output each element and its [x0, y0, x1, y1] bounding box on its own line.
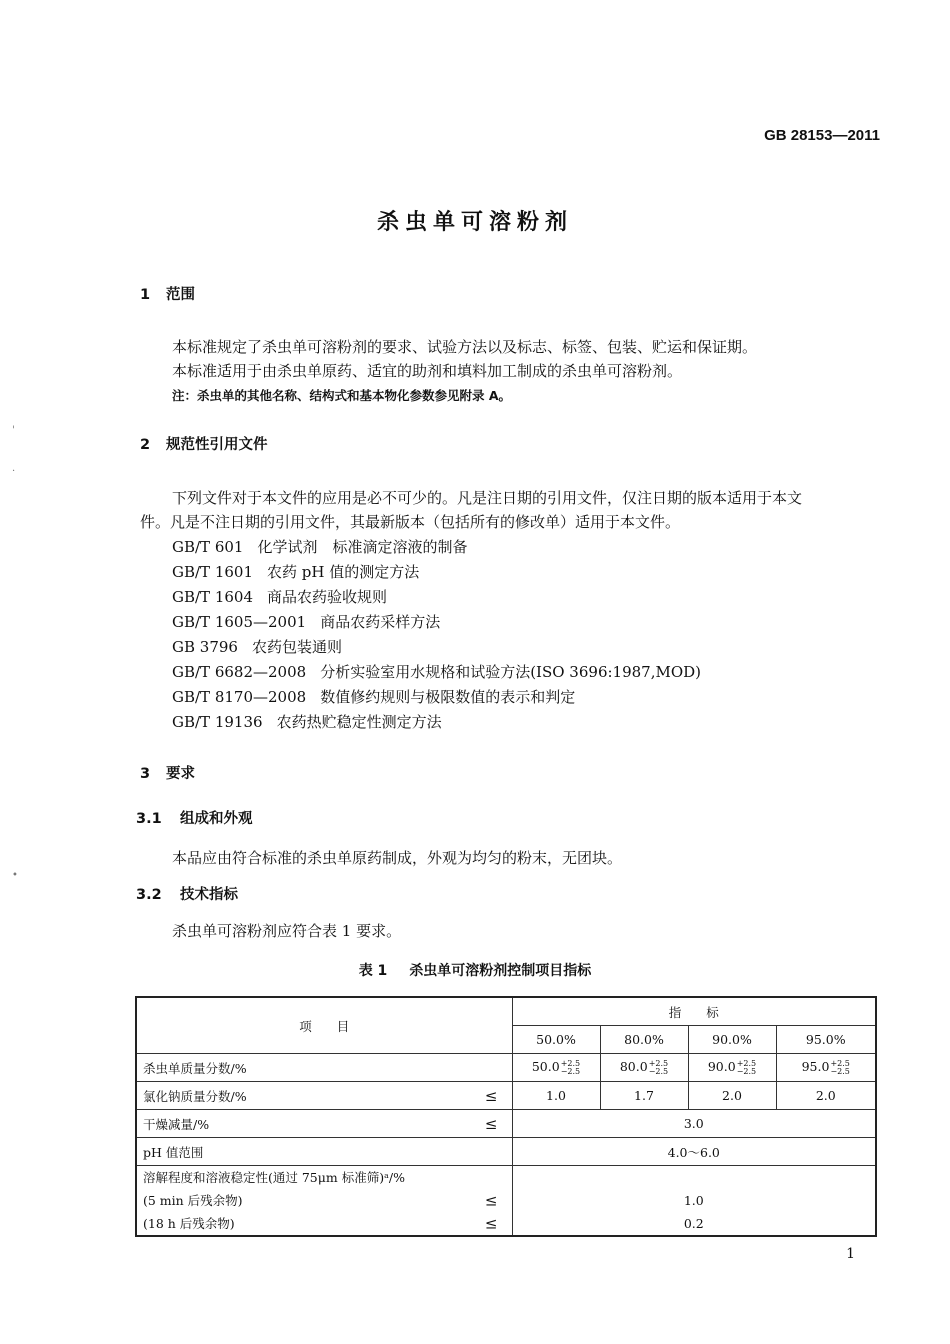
reference-name: 农药热贮稳定性测定方法 [276, 713, 442, 731]
header-index-cell: 指 标 [512, 997, 876, 1026]
section-1-heading [140, 283, 195, 304]
value-cell: 2.0 [776, 1082, 876, 1110]
value: 1.0 [683, 1193, 704, 1208]
value-cell [512, 1054, 600, 1082]
spec-table [135, 996, 877, 1237]
grade-cell: 90.0% [688, 1026, 776, 1054]
table-caption-number: 表 1 [358, 963, 388, 979]
reference-item [172, 661, 701, 682]
header-item-cell: 项 目 [136, 997, 512, 1054]
page-number: 1 [846, 1246, 855, 1262]
row-label-cell [136, 1166, 512, 1237]
table-row [136, 1166, 876, 1237]
row-label: 溶解程度和溶液稳定性(通过 75μm 标准筛)ᵃ/% [143, 1170, 405, 1185]
row-label: 氯化钠质量分数/% [143, 1088, 247, 1104]
reference-item [172, 611, 440, 632]
section-number: 3.2 [136, 887, 162, 903]
reference-name: 农药包装通则 [251, 638, 342, 656]
reference-code: GB/T 1605—2001 [172, 613, 307, 631]
reference-code: GB/T 1601 [172, 563, 254, 581]
value-cell: 4.0～6.0 [512, 1138, 876, 1166]
value: 90.0 [707, 1059, 736, 1075]
sub-row-label: (18 h 后残余物) ≤ [137, 1212, 512, 1235]
reference-name: 化学试剂 标准滴定溶液的制备 [257, 538, 468, 556]
value-cell [776, 1054, 876, 1082]
reference-name: 分析实验室用水规格和试验方法(ISO 3696:1987,MOD) [320, 663, 702, 681]
grade-cell: 95.0% [776, 1026, 876, 1054]
table-row [136, 1110, 876, 1138]
reference-item [172, 586, 387, 607]
tolerance: +2.5 −2.5 [560, 1058, 581, 1076]
tolerance: +2.5 −2.5 [648, 1058, 669, 1076]
section-3-1-heading [136, 807, 253, 828]
value: 95.0 [801, 1059, 830, 1075]
reference-name: 农药 pH 值的测定方法 [267, 563, 420, 581]
value-cell: 2.0 [688, 1082, 776, 1110]
table-header-row [136, 997, 876, 1026]
sub-row-label: (5 min 后残余物) ≤ [137, 1189, 512, 1212]
scope-paragraph-1: 本标准规定了杀虫单可溶粉剂的要求、试验方法以及标志、标签、包装、贮运和保证期。 [172, 338, 758, 356]
value: 80.0 [619, 1059, 648, 1075]
reference-code: GB/T 601 [172, 538, 244, 556]
grade-cell: 80.0% [600, 1026, 688, 1054]
section-heading-text: 组成和外观 [180, 811, 253, 827]
reference-code: GB/T 1604 [172, 588, 254, 606]
section-3-2-text: 杀虫单可溶粉剂应符合表 1 要求。 [172, 922, 402, 940]
scan-mark: ' [12, 425, 15, 436]
tolerance: +2.5 −2.5 [736, 1058, 757, 1076]
le-symbol: ≤ [484, 1214, 498, 1232]
document-title: 杀虫单可溶粉剂 [376, 210, 573, 235]
row-label-cell [136, 1110, 512, 1138]
reference-item [172, 636, 342, 657]
tolerance: +2.5 −2.5 [830, 1058, 850, 1076]
le-symbol: ≤ [484, 1086, 498, 1105]
row-label-cell [136, 1082, 512, 1110]
standard-code: GB 28153—2011 [764, 127, 880, 144]
reference-name: 商品农药验收规则 [267, 588, 388, 606]
scope-paragraph-2: 本标准适用于由杀虫单原药、适宜的助剂和填料加工制成的杀虫单可溶粉剂。 [172, 362, 683, 380]
table-caption-title: 杀虫单可溶粉剂控制项目指标 [409, 963, 592, 979]
section-heading-text: 规范性引用文件 [166, 437, 268, 453]
section-number: 1 [140, 287, 151, 303]
value-cell: 1.0 [512, 1082, 600, 1110]
value: 0.2 [683, 1216, 704, 1231]
section-3-heading [140, 762, 195, 783]
reference-code: GB 3796 [172, 638, 238, 656]
reference-item [172, 536, 467, 557]
table-row [136, 1082, 876, 1110]
value-cell [600, 1054, 688, 1082]
section-heading-text: 技术指标 [180, 887, 238, 903]
grade-cell: 50.0% [512, 1026, 600, 1054]
section-number: 3.1 [136, 811, 162, 827]
row-label: pH 值范围 [136, 1138, 512, 1166]
section-number: 2 [140, 437, 151, 453]
scan-mark: · [12, 466, 16, 477]
table-row [136, 1138, 876, 1166]
reference-code: GB/T 6682—2008 [172, 663, 307, 681]
section-3-2-heading [136, 883, 238, 904]
table-row [136, 1054, 876, 1082]
value-cell [688, 1054, 776, 1082]
scan-mark: • [12, 870, 18, 881]
refs-intro-line-1: 下列文件对于本文件的应用是必不可少的。凡是注日期的引用文件，仅注日期的版本适用于本文 [172, 489, 803, 507]
reference-name: 商品农药采样方法 [320, 613, 441, 631]
value-cell: 3.0 [512, 1110, 876, 1138]
scope-note: 注：杀虫单的其他名称、结构式和基本物化参数参见附录 A。 [172, 388, 512, 403]
section-number: 3 [140, 766, 151, 782]
reference-code: GB/T 8170—2008 [172, 688, 307, 706]
reference-item [172, 686, 575, 707]
reference-item [172, 711, 442, 732]
reference-name: 数值修约规则与极限数值的表示和判定 [320, 688, 576, 706]
reference-code: GB/T 19136 [172, 713, 263, 731]
section-heading-text: 范围 [166, 287, 195, 303]
value: 50.0 [531, 1059, 560, 1075]
le-symbol: ≤ [484, 1191, 498, 1209]
section-3-1-text: 本品应由符合标准的杀虫单原药制成，外观为均匀的粉末，无团块。 [172, 849, 623, 867]
value-cell [512, 1166, 876, 1237]
value-cell: 1.7 [600, 1082, 688, 1110]
row-label: 杀虫单质量分数/% [136, 1054, 512, 1082]
section-heading-text: 要求 [166, 766, 195, 782]
le-symbol: ≤ [484, 1114, 498, 1133]
reference-item [172, 561, 419, 582]
table-caption [0, 960, 950, 980]
section-2-heading [140, 433, 268, 454]
row-label: 干燥减量/% [143, 1116, 210, 1132]
refs-intro-line-2: 件。凡是不注日期的引用文件，其最新版本（包括所有的修改单）适用于本文件。 [140, 513, 681, 531]
